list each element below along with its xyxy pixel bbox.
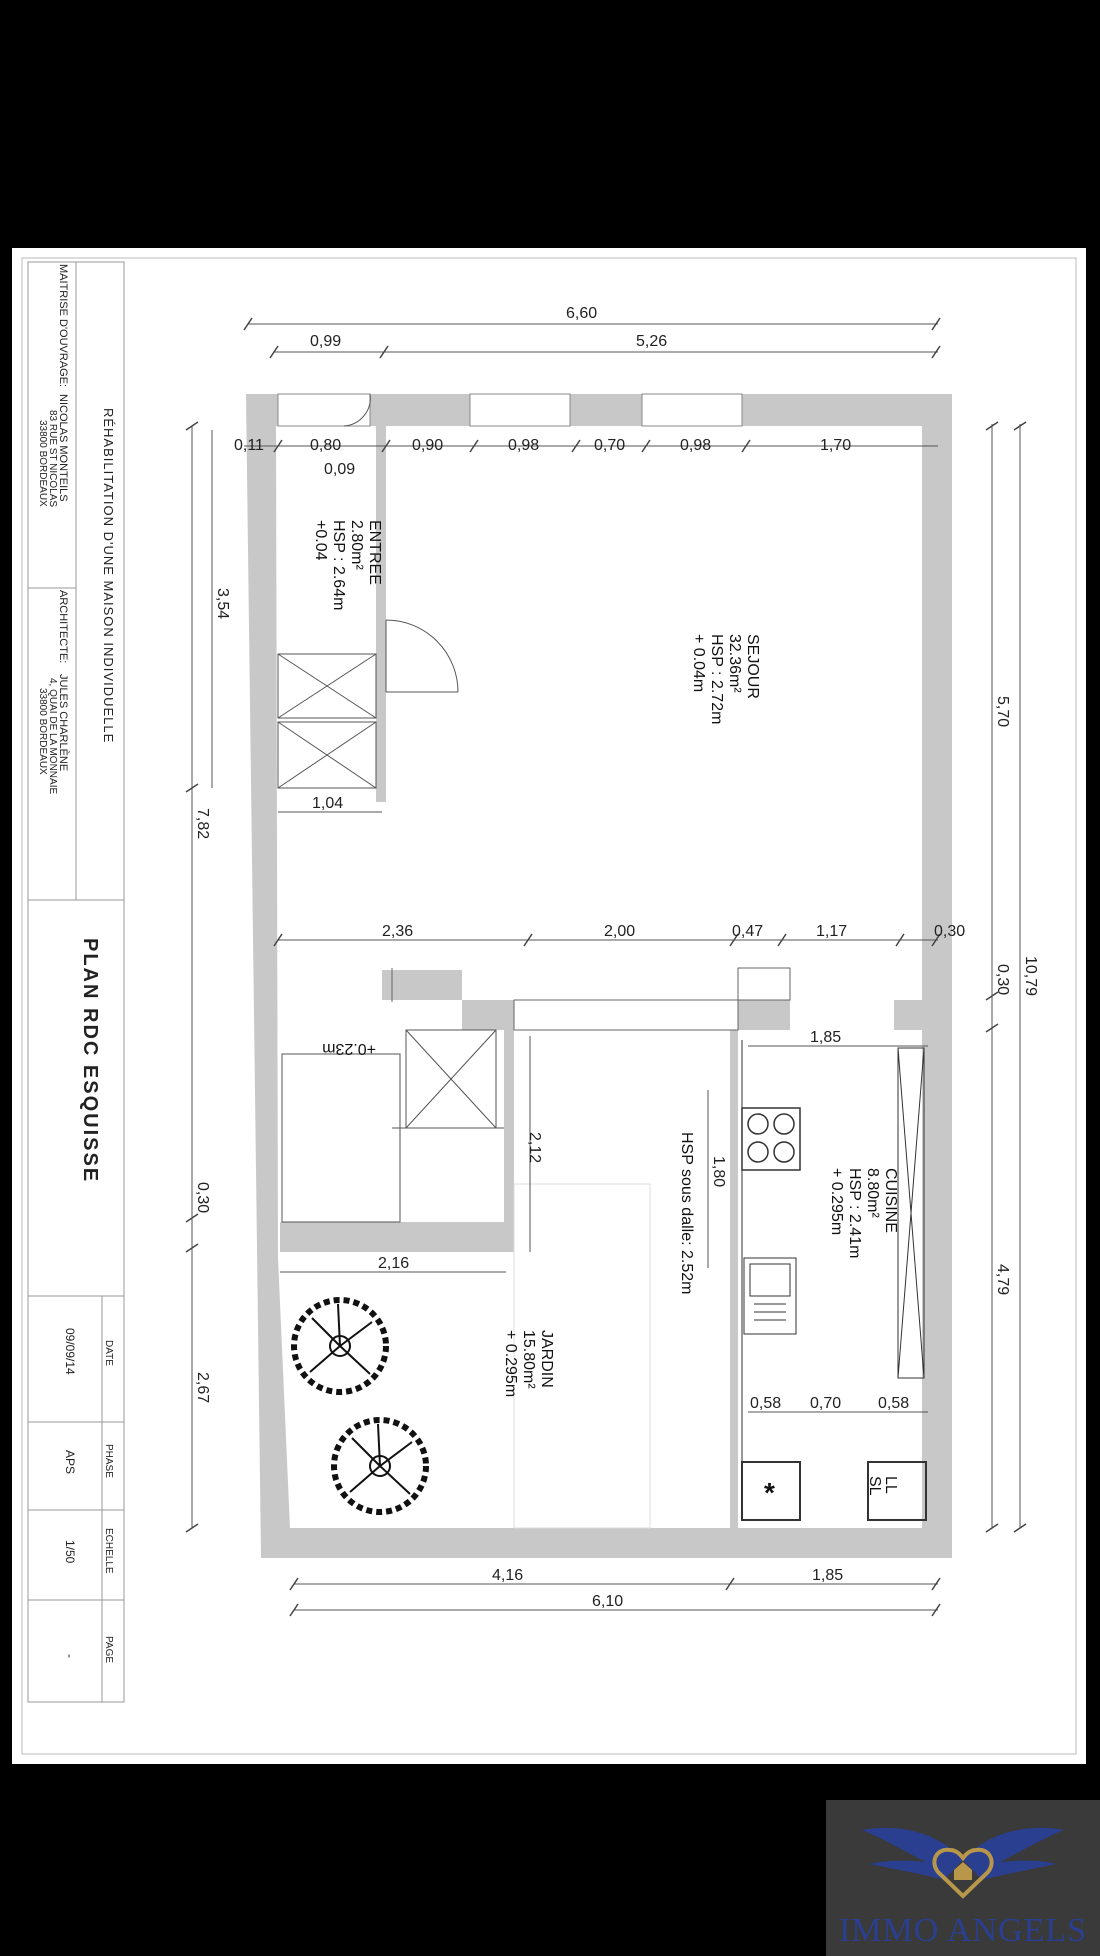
sejour-hsp: HSP : 2.72m	[708, 634, 725, 725]
window-1	[470, 394, 570, 426]
dim-180: 1,80	[710, 1156, 727, 1188]
dim-011: 0,11	[234, 437, 264, 454]
appliance-star: *	[764, 1477, 775, 1508]
maitrise-addr1: 83 RUE ST NICOLAS	[47, 410, 58, 508]
cuisine-name: CUISINE	[882, 1168, 899, 1233]
dim-098a: 0,98	[508, 437, 540, 454]
level-023: +0.23m	[322, 1040, 376, 1057]
dim-236: 2,36	[382, 923, 414, 940]
dim-left-030: 0,30	[194, 1182, 211, 1214]
dim-212: 2,12	[526, 1132, 543, 1164]
jardin-area: 15.80m²	[520, 1330, 537, 1389]
jardin-level: + 0.295m	[502, 1330, 519, 1398]
echelle-value: 1/50	[63, 1540, 77, 1564]
dim-170: 1,70	[820, 437, 852, 454]
appliance-ll: LL	[882, 1476, 899, 1494]
jardin-wall-h	[280, 1222, 514, 1252]
plan-sheet	[12, 248, 1086, 1764]
entree-wall	[376, 426, 386, 802]
mid-wall-right	[894, 1000, 922, 1030]
dim-200: 2,00	[604, 923, 636, 940]
floor-area	[276, 426, 922, 1528]
plan-title: PLAN RDC ESQUISSE	[79, 938, 101, 1184]
dim-right-030: 0,30	[994, 964, 1011, 996]
dim-090: 0,90	[412, 437, 444, 454]
dim-216: 2,16	[378, 1255, 410, 1272]
dim-left-354: 3,54	[214, 588, 231, 620]
dim-098b: 0,98	[680, 437, 712, 454]
appliance-sl: SL	[866, 1476, 883, 1496]
hsp-sous-dalle: HSP sous dalle: 2.52m	[678, 1132, 695, 1295]
dim-104: 1,04	[312, 795, 344, 812]
architecte-name: JULES CHARLÈNE	[57, 674, 69, 772]
entree-area: 2.80m²	[348, 520, 365, 570]
sejour-level: + 0.04m	[690, 634, 707, 693]
page-value: -	[63, 1654, 77, 1658]
echelle-label: ECHELLE	[103, 1528, 114, 1574]
cuisine-hsp: HSP : 2.41m	[846, 1168, 863, 1259]
entry-door-opening	[278, 394, 370, 426]
entree-level: +0.04	[312, 520, 329, 561]
dim-left-267: 2,67	[194, 1372, 211, 1404]
jardin-wall-v	[504, 1000, 514, 1252]
dim-top-526: 5,26	[636, 333, 668, 350]
dim-right-1079: 10,79	[1022, 956, 1039, 997]
room-jardin	[502, 1330, 555, 1397]
sejour-name: SEJOUR	[744, 634, 761, 699]
dim-058a: 0,58	[750, 1395, 782, 1412]
date-value: 09/09/14	[63, 1328, 77, 1375]
sejour-area: 32.36m²	[726, 634, 743, 693]
mid-wall-left-stub	[382, 970, 462, 1000]
dim-bot-185: 1,85	[812, 1567, 844, 1584]
maitrise-label: MAITRISE D'OUVRAGE:	[57, 264, 69, 388]
dim-058b: 0,58	[878, 1395, 910, 1412]
brand-logo	[826, 1800, 1100, 1956]
dim-top-099: 0,99	[310, 333, 342, 350]
brand-name: IMMO ANGELS	[838, 1912, 1088, 1949]
dim-030-mid: 0,30	[934, 923, 966, 940]
date-label: DATE	[103, 1340, 114, 1366]
angel-wings-icon	[826, 1800, 1100, 1910]
dim-070: 0,70	[594, 437, 626, 454]
dim-top-total: 6,60	[566, 305, 598, 322]
cuisine-area: 8.80m²	[864, 1168, 881, 1218]
dim-117: 1,17	[816, 923, 848, 940]
kitchen-wall	[730, 1030, 738, 1528]
architecte-addr1: 4, QUAI DE LA MONNAIE	[47, 678, 58, 795]
jardin-name: JARDIN	[538, 1330, 555, 1388]
page-label: PAGE	[103, 1636, 114, 1664]
entree-name: ENTREE	[366, 520, 383, 585]
entree-hsp: HSP : 2.64m	[330, 520, 347, 611]
dim-bot-416: 4,16	[492, 1567, 524, 1584]
dim-070-kitchen: 0,70	[810, 1395, 842, 1412]
dim-bot-610: 6,10	[592, 1593, 624, 1610]
dim-right-479: 4,79	[994, 1264, 1011, 1296]
dim-009: 0,09	[324, 461, 356, 478]
architecte-label: ARCHITECTE:	[57, 590, 69, 664]
phase-value: APS	[63, 1450, 77, 1475]
opening-beam	[514, 1000, 738, 1030]
dim-left-782: 7,82	[194, 808, 211, 840]
cuisine-level: + 0.295m	[828, 1168, 845, 1236]
architecte-addr2: 33800 BORDEAUX	[37, 688, 48, 775]
dim-047: 0,47	[732, 923, 764, 940]
maitrise-addr2: 33800 BORDEAUX	[37, 420, 48, 507]
maitrise-name: NICOLAS MONTEILS	[57, 394, 69, 502]
phase-label: PHASE	[103, 1444, 114, 1478]
dim-080: 0,80	[310, 437, 342, 454]
window-2	[642, 394, 742, 426]
floor-plan	[12, 248, 1086, 1764]
dim-right-570: 5,70	[994, 696, 1011, 728]
cartouche-project: RÉHABILITATION D'UNE MAISON INDIVIDUELLE	[101, 408, 116, 744]
mid-wall-kitchen	[738, 1000, 790, 1030]
dim-185-kitchen: 1,85	[810, 1029, 842, 1046]
